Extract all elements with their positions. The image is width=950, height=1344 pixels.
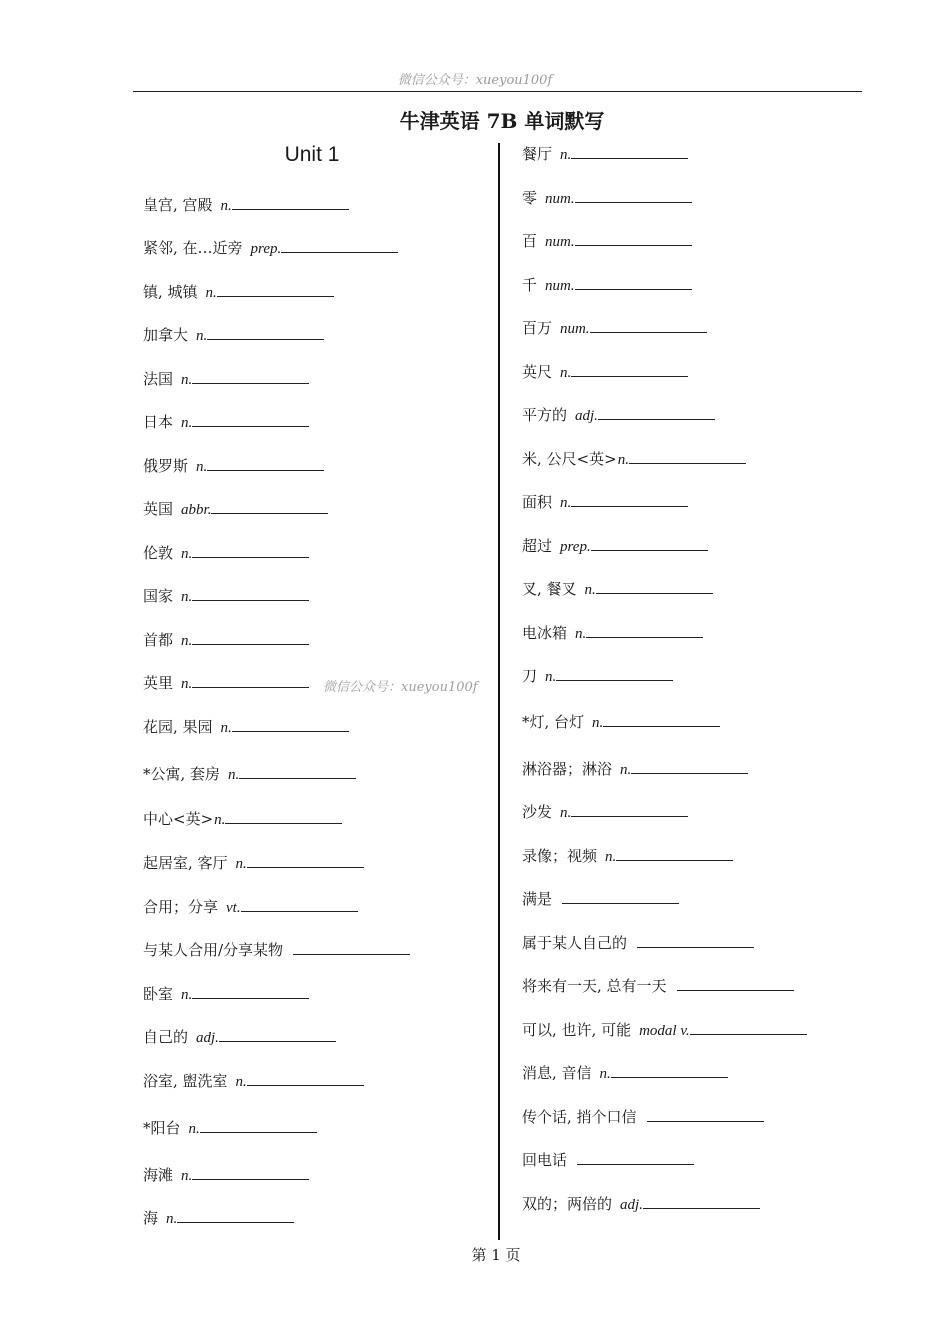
part-of-speech: prep. <box>250 241 282 257</box>
vocab-term: 百万 <box>522 319 553 337</box>
vocab-entry <box>522 275 692 295</box>
vocab-entry <box>143 1071 364 1091</box>
answer-blank[interactable] <box>562 889 679 904</box>
answer-blank[interactable] <box>177 1208 294 1223</box>
answer-blank[interactable] <box>586 623 703 638</box>
vocab-term: 加拿大 <box>143 326 189 344</box>
answer-blank[interactable] <box>281 238 398 253</box>
vocab-entry <box>522 889 679 909</box>
vocab-term: *阳台 <box>143 1119 181 1137</box>
vocab-term: *灯, 台灯 <box>522 713 585 731</box>
vocab-entry <box>522 536 708 556</box>
answer-blank[interactable] <box>575 275 692 290</box>
header-rule <box>133 91 862 92</box>
vocab-term: 英国 <box>143 500 174 518</box>
part-of-speech: vt. <box>226 900 241 916</box>
document-title: 牛津英语 7B 单词默写 <box>399 109 605 133</box>
answer-blank[interactable] <box>575 188 692 203</box>
vocab-term: 与某人合用/分享某物 <box>143 941 284 959</box>
answer-blank[interactable] <box>247 1071 364 1086</box>
part-of-speech: n. <box>617 452 629 468</box>
part-of-speech: n. <box>181 676 193 692</box>
vocab-entry <box>522 1063 728 1083</box>
part-of-speech: adj. <box>196 1030 219 1046</box>
vocab-entry <box>143 809 342 829</box>
vocab-entry <box>522 449 746 469</box>
answer-blank[interactable] <box>192 369 309 384</box>
part-of-speech: n. <box>220 198 232 214</box>
part-of-speech: n. <box>220 720 232 736</box>
vocab-entry <box>143 940 410 960</box>
part-of-speech: n. <box>620 762 632 778</box>
part-of-speech: n. <box>205 285 217 301</box>
answer-blank[interactable] <box>611 1063 728 1078</box>
vocab-term: 米, 公尺<英> <box>522 450 617 468</box>
part-of-speech: num. <box>545 234 575 250</box>
answer-blank[interactable] <box>293 940 410 955</box>
answer-blank[interactable] <box>225 809 342 824</box>
part-of-speech: abbr. <box>181 502 212 518</box>
vocab-term: 英尺 <box>522 363 553 381</box>
vocab-term: 起居室, 客厅 <box>143 854 228 872</box>
vocab-entry <box>522 666 673 686</box>
vocab-entry <box>522 492 688 512</box>
vocab-entry <box>522 188 692 208</box>
answer-blank[interactable] <box>591 536 708 551</box>
answer-blank[interactable] <box>616 846 733 861</box>
answer-blank[interactable] <box>192 673 309 688</box>
vocab-term: 餐厅 <box>522 145 553 163</box>
answer-blank[interactable] <box>571 492 688 507</box>
vocab-term: 中心<英> <box>143 810 214 828</box>
answer-blank[interactable] <box>629 449 746 464</box>
vocab-term: 回电话 <box>522 1151 568 1169</box>
vocab-term: 双的；两倍的 <box>522 1195 613 1213</box>
vocab-term: 超过 <box>522 537 553 555</box>
vocab-term: 平方的 <box>522 406 568 424</box>
part-of-speech: num. <box>560 321 590 337</box>
vocab-entry <box>143 717 349 737</box>
vocab-entry <box>522 933 754 953</box>
vocab-entry <box>522 1020 807 1040</box>
answer-blank[interactable] <box>637 933 754 948</box>
vocab-entry <box>522 231 692 251</box>
part-of-speech: n. <box>196 328 208 344</box>
vocab-entry <box>143 412 309 432</box>
vocab-entry <box>143 238 398 258</box>
vocab-term: 英里 <box>143 674 174 692</box>
part-of-speech: n. <box>196 459 208 475</box>
inline-watermark: 微信公众号：xueyou100f <box>323 680 478 695</box>
answer-blank[interactable] <box>575 231 692 246</box>
header-watermark: 微信公众号：xueyou100f <box>397 73 553 88</box>
answer-blank[interactable] <box>192 412 309 427</box>
part-of-speech: n. <box>166 1211 178 1227</box>
vocab-entry <box>143 543 309 563</box>
vocab-term: 传个话, 捎个口信 <box>522 1108 637 1126</box>
vocab-entry <box>143 1118 317 1138</box>
vocab-term: 千 <box>522 276 538 294</box>
vocab-term: 卧室 <box>143 985 174 1003</box>
answer-blank[interactable] <box>239 764 356 779</box>
vocab-term: 消息, 音信 <box>522 1064 592 1082</box>
part-of-speech: modal v. <box>639 1023 690 1039</box>
vocab-term: 刀 <box>522 667 538 685</box>
vocab-entry <box>522 759 748 779</box>
vocab-term: 花园, 果园 <box>143 718 213 736</box>
answer-blank[interactable] <box>211 499 328 514</box>
vocab-entry <box>143 630 309 650</box>
part-of-speech: adj. <box>575 408 598 424</box>
vocab-term: 可以, 也许, 可能 <box>522 1021 632 1039</box>
answer-blank[interactable] <box>207 325 324 340</box>
answer-blank[interactable] <box>192 543 309 558</box>
page-footer: 第 1 页 <box>471 1246 521 1264</box>
vocab-term: 叉, 餐叉 <box>522 580 577 598</box>
part-of-speech: n. <box>592 715 604 731</box>
answer-blank[interactable] <box>596 579 713 594</box>
vocab-term: 首都 <box>143 631 174 649</box>
unit-heading: Unit 1 <box>284 143 340 166</box>
column-divider <box>498 143 500 1240</box>
vocab-entry <box>143 456 324 476</box>
answer-blank[interactable] <box>192 586 309 601</box>
vocab-term: 将来有一天, 总有一天 <box>522 977 667 995</box>
part-of-speech: n. <box>605 849 617 865</box>
vocab-entry <box>143 984 309 1004</box>
answer-blank[interactable] <box>690 1020 807 1035</box>
vocab-term: 录像；视频 <box>522 847 598 865</box>
vocab-entry <box>143 282 334 302</box>
answer-blank[interactable] <box>241 897 358 912</box>
vocab-entry <box>143 586 309 606</box>
vocab-entry <box>522 846 733 866</box>
vocab-term: 日本 <box>143 413 174 431</box>
answer-blank[interactable] <box>556 666 673 681</box>
vocab-entry <box>143 897 358 917</box>
vocab-term: 百 <box>522 232 538 250</box>
vocab-entry <box>522 1150 694 1170</box>
vocab-term: 紧邻, 在…近旁 <box>143 239 243 257</box>
vocab-entry <box>522 623 703 643</box>
answer-blank[interactable] <box>647 1107 764 1122</box>
vocab-entry <box>522 362 688 382</box>
vocab-entry <box>143 853 364 873</box>
vocab-entry <box>143 1165 309 1185</box>
vocab-term: 法国 <box>143 370 174 388</box>
answer-blank[interactable] <box>590 318 707 333</box>
part-of-speech: n. <box>181 1168 193 1184</box>
part-of-speech: n. <box>181 589 193 605</box>
answer-blank[interactable] <box>577 1150 694 1165</box>
part-of-speech: n. <box>228 767 240 783</box>
vocab-entry <box>143 1027 336 1047</box>
part-of-speech: n. <box>545 669 557 685</box>
vocab-entry <box>522 144 688 164</box>
vocab-entry <box>143 195 349 215</box>
vocab-entry <box>143 764 356 784</box>
part-of-speech: n. <box>181 987 193 1003</box>
vocab-term: 俄罗斯 <box>143 457 189 475</box>
answer-blank[interactable] <box>192 1165 309 1180</box>
answer-blank[interactable] <box>207 456 324 471</box>
answer-blank[interactable] <box>247 853 364 868</box>
vocab-entry <box>522 712 720 732</box>
part-of-speech: num. <box>545 191 575 207</box>
answer-blank[interactable] <box>571 362 688 377</box>
part-of-speech: n. <box>560 365 572 381</box>
part-of-speech: n. <box>575 626 587 642</box>
answer-blank[interactable] <box>571 802 688 817</box>
part-of-speech: n. <box>584 582 596 598</box>
part-of-speech: num. <box>545 278 575 294</box>
vocab-term: 皇宫, 宫殿 <box>143 196 213 214</box>
answer-blank[interactable] <box>643 1194 760 1209</box>
answer-blank[interactable] <box>571 144 688 159</box>
part-of-speech: n. <box>560 495 572 511</box>
vocab-term: *公寓, 套房 <box>143 765 221 783</box>
answer-blank[interactable] <box>217 282 334 297</box>
vocab-term: 淋浴器；淋浴 <box>522 760 613 778</box>
vocab-entry <box>522 318 707 338</box>
answer-blank[interactable] <box>200 1118 317 1133</box>
vocab-entry <box>522 579 713 599</box>
part-of-speech: n. <box>235 856 247 872</box>
vocab-entry <box>522 405 715 425</box>
vocab-entry <box>522 1107 764 1127</box>
vocab-term: 伦敦 <box>143 544 174 562</box>
answer-blank[interactable] <box>232 195 349 210</box>
part-of-speech: n. <box>560 147 572 163</box>
vocab-entry <box>143 325 324 345</box>
vocab-entry <box>143 499 328 519</box>
vocab-entry <box>522 1194 760 1214</box>
answer-blank[interactable] <box>192 630 309 645</box>
vocab-term: 镇, 城镇 <box>143 283 198 301</box>
vocab-term: 电冰箱 <box>522 624 568 642</box>
part-of-speech: n. <box>235 1074 247 1090</box>
vocab-term: 自己的 <box>143 1028 189 1046</box>
vocab-term: 沙发 <box>522 803 553 821</box>
vocab-term: 属于某人自己的 <box>522 934 628 952</box>
answer-blank[interactable] <box>219 1027 336 1042</box>
vocab-term: 合用；分享 <box>143 898 219 916</box>
part-of-speech: prep. <box>560 539 591 555</box>
part-of-speech: n. <box>214 812 226 828</box>
vocab-term: 面积 <box>522 493 553 511</box>
answer-blank[interactable] <box>631 759 748 774</box>
part-of-speech: n. <box>181 546 193 562</box>
answer-blank[interactable] <box>192 984 309 999</box>
answer-blank[interactable] <box>598 405 715 420</box>
part-of-speech: n. <box>188 1121 200 1137</box>
part-of-speech: n. <box>181 415 193 431</box>
part-of-speech: n. <box>560 805 572 821</box>
vocab-term: 零 <box>522 189 538 207</box>
vocab-term: 浴室, 盥洗室 <box>143 1072 228 1090</box>
vocab-term: 满是 <box>522 890 553 908</box>
vocab-term: 海 <box>143 1209 159 1227</box>
answer-blank[interactable] <box>232 717 349 732</box>
part-of-speech: n. <box>181 372 193 388</box>
answer-blank[interactable] <box>603 712 720 727</box>
vocab-entry <box>143 673 309 693</box>
answer-blank[interactable] <box>677 976 794 991</box>
part-of-speech: n. <box>181 633 193 649</box>
part-of-speech: n. <box>599 1066 611 1082</box>
vocab-entry <box>522 976 794 996</box>
part-of-speech: adj. <box>620 1197 643 1213</box>
vocab-entry <box>143 1208 294 1228</box>
vocab-term: 海滩 <box>143 1166 174 1184</box>
vocab-entry <box>143 369 309 389</box>
vocab-term: 国家 <box>143 587 174 605</box>
vocab-entry <box>522 802 688 822</box>
